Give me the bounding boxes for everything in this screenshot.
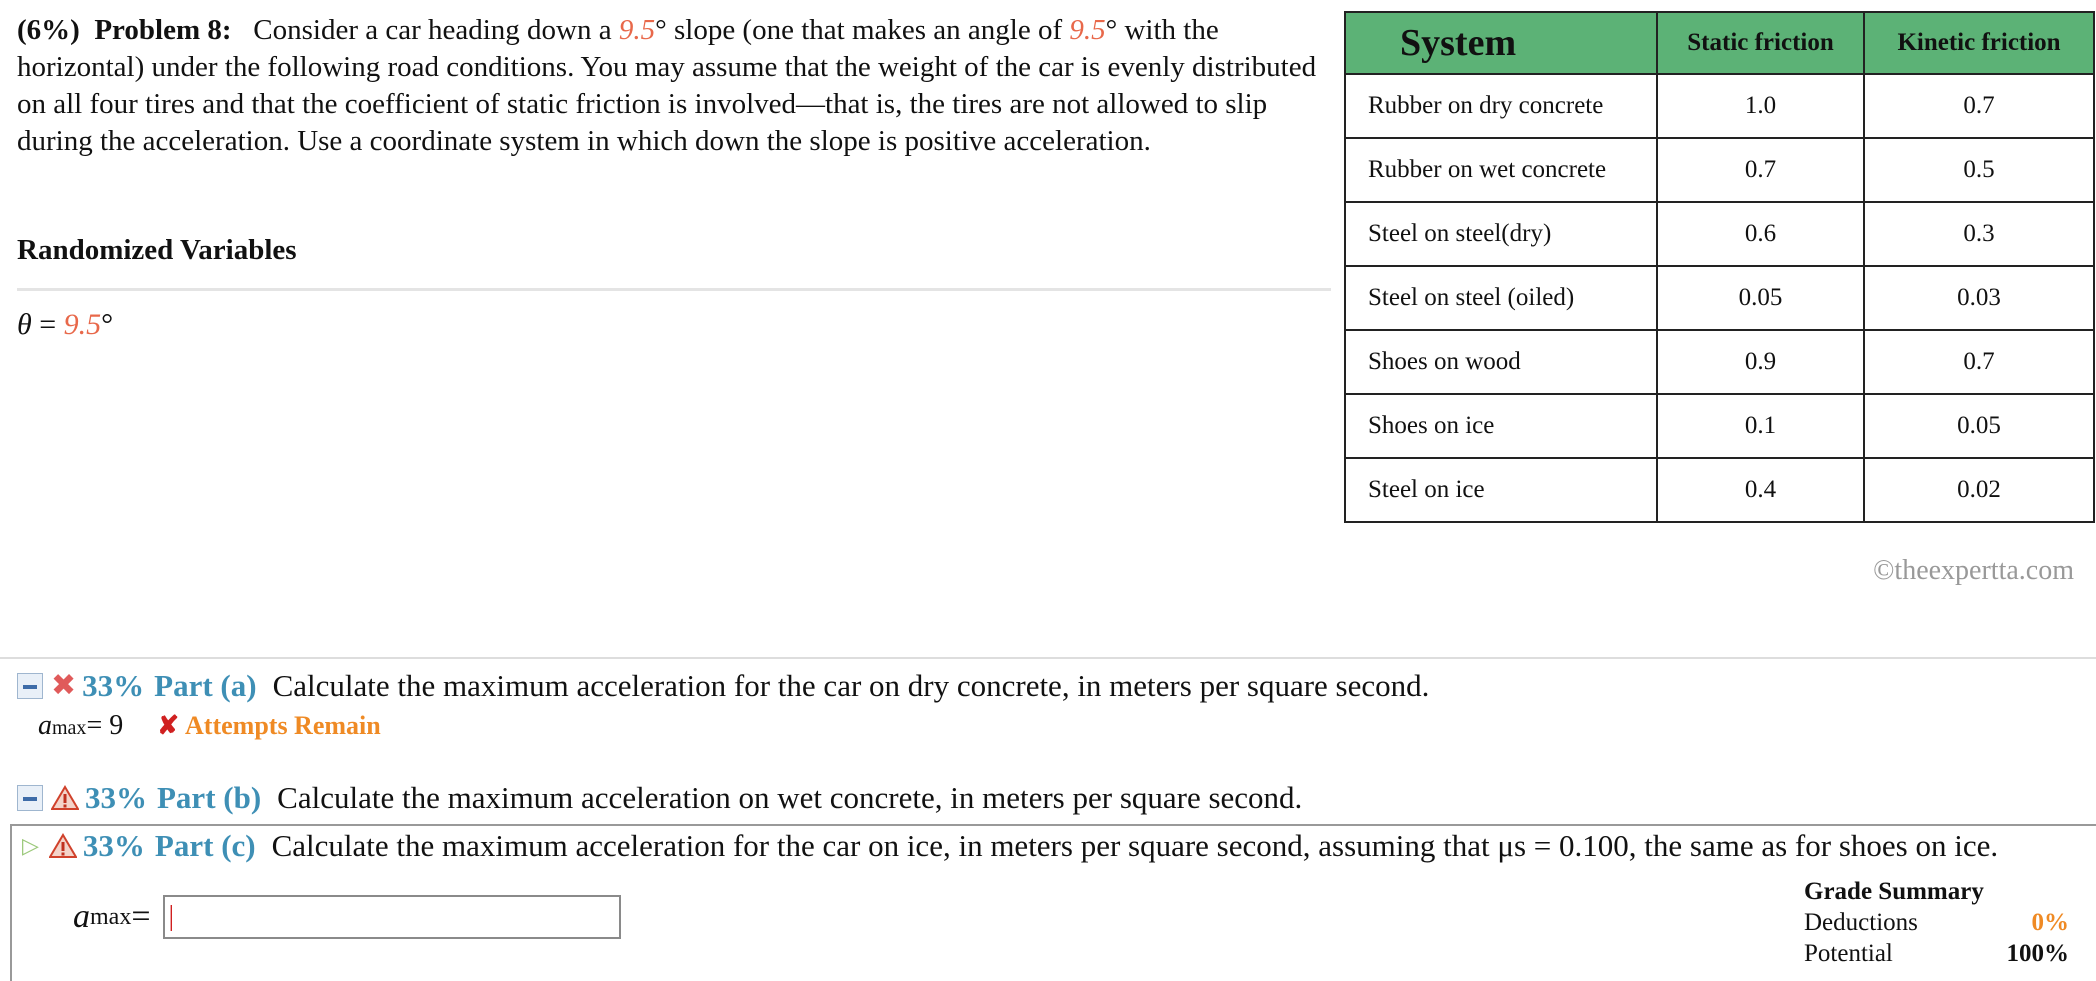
table-row bbox=[1345, 138, 2094, 202]
header-system: System bbox=[1345, 12, 1657, 74]
part-c-answer bbox=[73, 895, 621, 939]
part-a-percent: 33% bbox=[82, 668, 145, 703]
static-cell: 0.9 bbox=[1657, 330, 1864, 394]
static-cell: 0.7 bbox=[1657, 138, 1864, 202]
kinetic-cell: 0.7 bbox=[1864, 74, 2094, 138]
part-c-equals: = bbox=[131, 898, 151, 935]
system-cell: Rubber on dry concrete bbox=[1345, 74, 1657, 138]
table-row bbox=[1345, 458, 2094, 522]
part-c-header bbox=[22, 828, 1998, 864]
collapse-toggle-icon[interactable] bbox=[17, 673, 43, 699]
potential-label: Potential bbox=[1804, 940, 1893, 967]
deductions-row bbox=[1804, 909, 2069, 937]
randomized-variables-title: Randomized Variables bbox=[17, 234, 297, 266]
static-cell: 0.6 bbox=[1657, 202, 1864, 266]
table-header-row bbox=[1345, 12, 2094, 74]
collapse-toggle-icon[interactable] bbox=[17, 785, 43, 811]
part-a-var-sub: max bbox=[52, 717, 87, 739]
part-a-question: Calculate the maximum acceleration for the car on dry concrete, in meters per square second. bbox=[272, 668, 1430, 703]
section-divider bbox=[17, 288, 1331, 291]
grade-summary-title: Grade Summary bbox=[1804, 878, 1984, 905]
problem-percent: (6%) bbox=[17, 14, 80, 46]
warning-icon bbox=[51, 785, 79, 811]
problem-text-2: ° slope (one that makes an angle of bbox=[655, 14, 1063, 46]
potential-value: 100% bbox=[2006, 940, 2069, 967]
part-a-header bbox=[17, 668, 1429, 704]
theta-value: 9.5 bbox=[63, 308, 102, 341]
parts-divider bbox=[0, 657, 2096, 659]
part-c-percent: 33% bbox=[82, 828, 145, 863]
potential-row bbox=[1804, 940, 2069, 968]
theta-symbol: θ bbox=[17, 308, 32, 341]
system-cell: Rubber on wet concrete bbox=[1345, 138, 1657, 202]
static-cell: 0.4 bbox=[1657, 458, 1864, 522]
theta-equals: = bbox=[31, 308, 64, 341]
table-row bbox=[1345, 394, 2094, 458]
header-kinetic: Kinetic friction bbox=[1864, 12, 2094, 74]
part-a-answer-value: = 9 bbox=[86, 710, 124, 741]
table-row bbox=[1345, 202, 2094, 266]
kinetic-cell: 0.5 bbox=[1864, 138, 2094, 202]
system-cell: Steel on steel(dry) bbox=[1345, 202, 1657, 266]
theta-variable bbox=[17, 308, 113, 342]
friction-table bbox=[1344, 11, 2095, 523]
deductions-value: 0% bbox=[2031, 909, 2069, 936]
part-a-answer bbox=[38, 710, 381, 742]
kinetic-cell: 0.3 bbox=[1864, 202, 2094, 266]
header-static: Static friction bbox=[1657, 12, 1864, 74]
static-cell: 1.0 bbox=[1657, 74, 1864, 138]
table-row bbox=[1345, 266, 2094, 330]
table-row bbox=[1345, 330, 2094, 394]
part-c-label[interactable]: Part (c) bbox=[154, 828, 256, 863]
theta-value-2: 9.5 bbox=[1069, 14, 1106, 46]
part-b-header bbox=[17, 780, 1302, 816]
static-cell: 0.1 bbox=[1657, 394, 1864, 458]
problem-text-3: ° with the horizontal) under the following road conditions. You may assume that the weight of the car is evenly distributed on all four tires and that the coefficient of static friction is involved—that is, the tires are not allowed to slip during the acceleration. Use a coordinate system in which down the slope is positive acceleration. bbox=[17, 14, 1317, 157]
problem-statement bbox=[17, 12, 1332, 160]
theta-value-1: 9.5 bbox=[618, 14, 656, 46]
grade-summary bbox=[1804, 878, 2069, 968]
incorrect-icon: ✖ bbox=[51, 669, 77, 702]
theta-degree: ° bbox=[101, 308, 114, 341]
kinetic-cell: 0.03 bbox=[1864, 266, 2094, 330]
attempts-remain-label: Attempts Remain bbox=[185, 711, 381, 740]
part-a-label[interactable]: Part (a) bbox=[154, 668, 257, 703]
part-c-var-sub: max bbox=[90, 903, 132, 930]
play-icon[interactable]: ▷ bbox=[22, 833, 39, 858]
part-c-var: a bbox=[73, 898, 90, 935]
deductions-label: Deductions bbox=[1804, 909, 1918, 936]
part-b-percent: 33% bbox=[85, 780, 147, 815]
part-b-question: Calculate the maximum acceleration on wet concrete, in meters per square second. bbox=[277, 780, 1303, 815]
system-cell: Steel on steel (oiled) bbox=[1345, 266, 1657, 330]
watermark: ©theexpertta.com bbox=[1873, 555, 2074, 586]
problem-text-1: Consider a car heading down a bbox=[253, 14, 612, 46]
part-a-var: a bbox=[38, 710, 52, 741]
warning-icon bbox=[49, 833, 77, 859]
part-c-question: Calculate the maximum acceleration for the car on ice, in meters per square second, assuming that μs = 0.100, the same as for shoes on ice. bbox=[271, 828, 1999, 863]
problem-text bbox=[17, 12, 1332, 160]
answer-input[interactable]: | bbox=[163, 895, 621, 939]
system-cell: Steel on ice bbox=[1345, 458, 1657, 522]
kinetic-cell: 0.05 bbox=[1864, 394, 2094, 458]
system-cell: Shoes on wood bbox=[1345, 330, 1657, 394]
part-b-label[interactable]: Part (b) bbox=[157, 780, 262, 815]
x-mark-icon: ✘ bbox=[157, 711, 180, 740]
attempts-remain-status bbox=[157, 711, 380, 741]
table-row bbox=[1345, 74, 2094, 138]
static-cell: 0.05 bbox=[1657, 266, 1864, 330]
problem-label: Problem 8: bbox=[94, 14, 232, 46]
system-cell: Shoes on ice bbox=[1345, 394, 1657, 458]
kinetic-cell: 0.02 bbox=[1864, 458, 2094, 522]
kinetic-cell: 0.7 bbox=[1864, 330, 2094, 394]
